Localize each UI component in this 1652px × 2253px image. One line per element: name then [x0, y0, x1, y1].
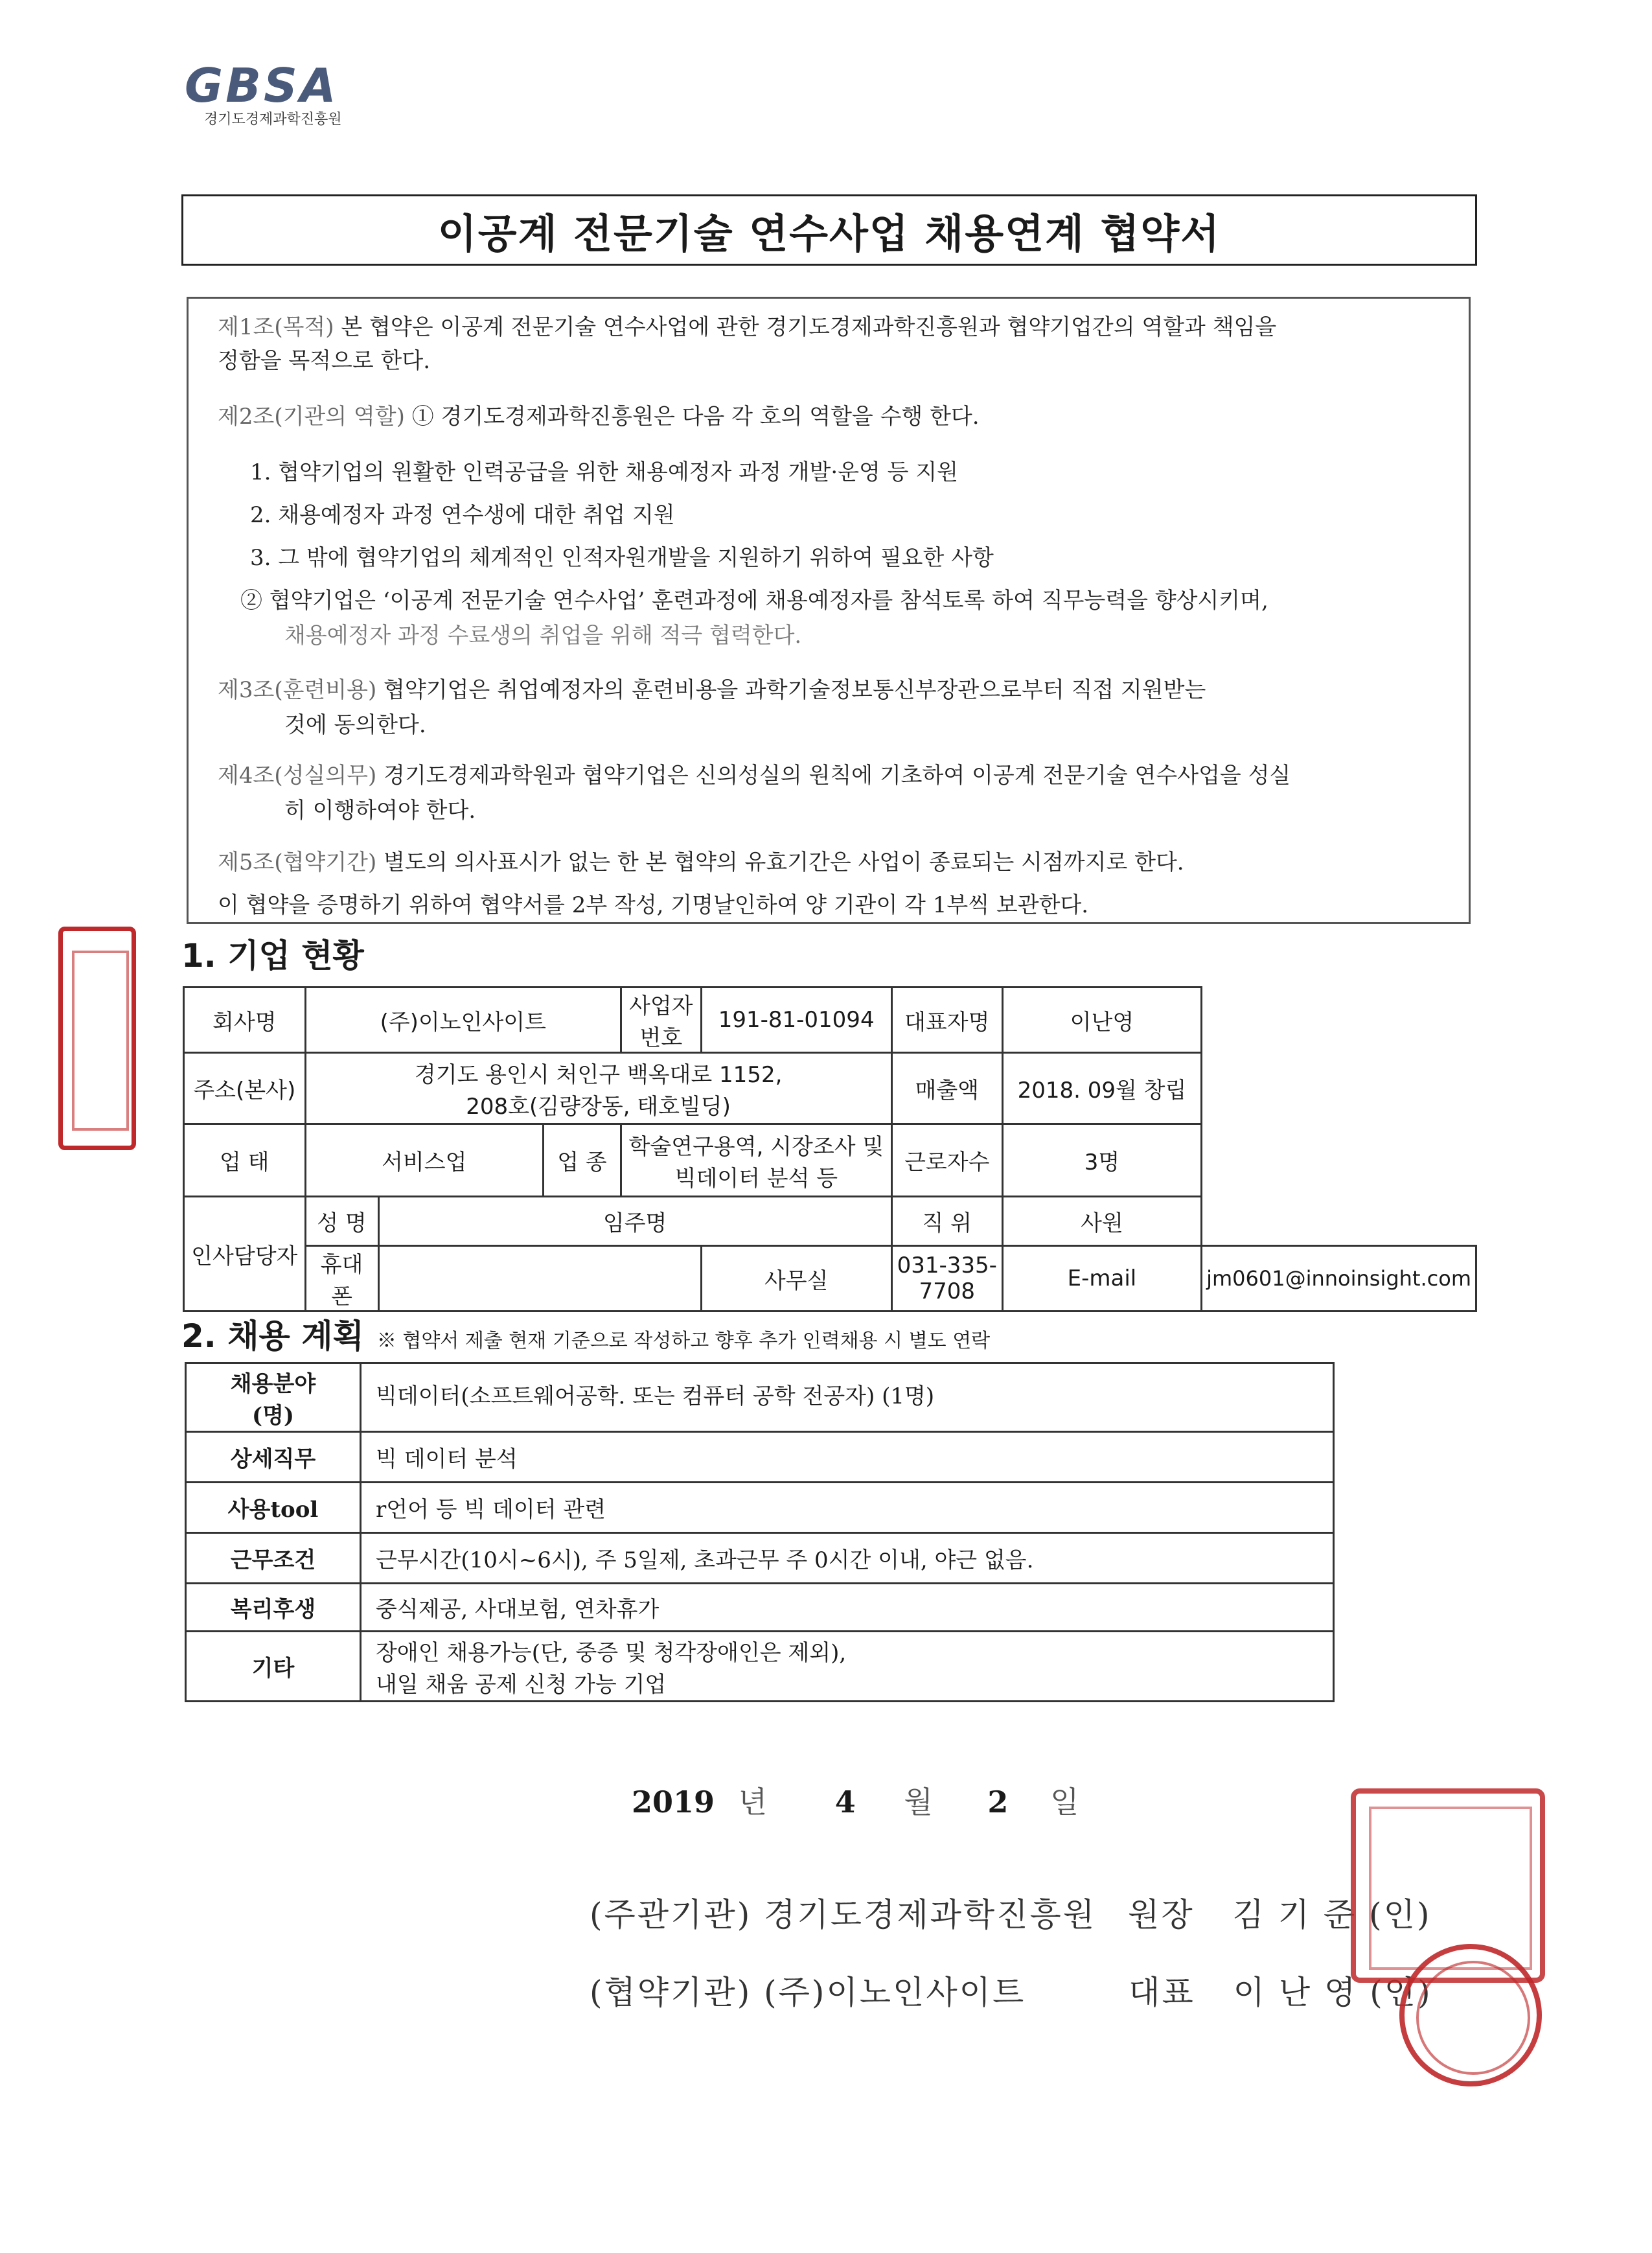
- biz-item-label: 업 종: [543, 1124, 621, 1197]
- hiring-field-label-line-1: 채용분야: [230, 1370, 316, 1397]
- work-conditions-value: 근무시간(10시~6시), 주 5일제, 초과근무 주 0시간 이내, 야근 없음.: [361, 1533, 1334, 1584]
- hiring-field-value: 빅데이터(소프트웨어공학. 또는 컴퓨터 공학 전공자) (1명): [361, 1363, 1334, 1432]
- hr-office-label: 사무실: [701, 1246, 891, 1311]
- biz-no-label: 사업자번호: [621, 988, 702, 1053]
- biz-type-value: 서비스업: [305, 1124, 543, 1197]
- date-year-unit: 년: [738, 1785, 768, 1820]
- biz-no-value: 191-81-01094: [701, 988, 891, 1053]
- hiring-field-label: [186, 1363, 361, 1432]
- article-3-text-cont: 것에 동의한다.: [284, 712, 426, 738]
- article-3-label: 제3조(훈련비용): [218, 677, 377, 703]
- employees-label: 근로자수: [891, 1124, 1002, 1197]
- section-2-heading: 2. 채용 계획: [181, 1317, 364, 1355]
- host-name: 김 기 준: [1232, 1896, 1357, 1934]
- logo-subtitle: 경기도경제과학진흥원: [204, 111, 342, 128]
- article-1-label: 제1조(목적): [218, 314, 334, 340]
- article-2-clause-2: ② 협약기업은 ‘이공계 전문기술 연수사업’ 훈련과정에 채용예정자를 참석토록 하여 직무능력을 향상시키며,: [240, 588, 1268, 614]
- host-signature-line: [590, 1889, 1431, 1935]
- work-conditions-label: 근무조건: [186, 1533, 361, 1584]
- job-detail-value: 빅 데이터 분석: [361, 1432, 1334, 1483]
- biz-item-line-2: 빅데이터 분석 등: [674, 1165, 838, 1192]
- hiring-plan-table: [185, 1362, 1335, 1702]
- article-2: [218, 399, 980, 430]
- article-2-label: 제2조(기관의 역할): [218, 404, 405, 430]
- etc-value: [361, 1632, 1334, 1702]
- host-title: 원장: [1128, 1896, 1195, 1934]
- article-3-text: 협약기업은 취업예정자의 훈련비용을 과학기술정보통신부장관으로부터 직접 지원받는: [376, 677, 1206, 703]
- etc-label: 기타: [186, 1632, 361, 1702]
- biz-item-line-1: 학술연구용역, 시장조사 및: [628, 1133, 884, 1160]
- revenue-label: 매출액: [891, 1053, 1002, 1124]
- section-2-heading-wrap: [181, 1310, 990, 1357]
- company-info-table: [183, 986, 1477, 1312]
- hr-name-value: 임주명: [378, 1197, 891, 1246]
- revenue-value: 2018. 09월 창립: [1002, 1053, 1201, 1124]
- biz-type-label: 업 태: [184, 1124, 306, 1197]
- hr-manager-label: 인사담당자: [184, 1197, 306, 1311]
- partner-role: (협약기관): [590, 1974, 752, 2011]
- article-2-text: ① 경기도경제과학진흥원은 다음 각 호의 역할을 수행 한다.: [404, 404, 980, 430]
- article-2-item-3: 3. 그 밖에 협약기업의 체계적인 인적자원개발을 지원하기 위하여 필요한 사항: [250, 545, 994, 571]
- section-1-heading: 1. 기업 현황: [181, 937, 364, 975]
- date-day-unit: 일: [1050, 1785, 1079, 1820]
- address-line-1: 경기도 용인시 처인구 백옥대로 1152,: [414, 1061, 783, 1088]
- article-5: [218, 844, 1184, 876]
- employees-value: 3명: [1002, 1124, 1201, 1197]
- closing-statement: 이 협약을 증명하기 위하여 협약서를 2부 작성, 기명날인하여 양 기관이 각 1부씩 보관한다.: [218, 892, 1089, 918]
- benefits-value: 중식제공, 사대보험, 연차휴가: [361, 1584, 1334, 1632]
- innoinsight-ceo-seal: [1399, 1944, 1542, 2086]
- section-2-note: ※ 협약서 제출 현재 기준으로 작성하고 향후 추가 인력채용 시 별도 연락: [376, 1330, 991, 1352]
- article-4-label: 제4조(성실의무): [218, 763, 377, 789]
- partner-name: 이 난 영: [1233, 1974, 1358, 2011]
- tools-label: 사용tool: [186, 1483, 361, 1533]
- host-role: (주관기관): [590, 1896, 752, 1934]
- etc-value-line-2: 내일 채움 공제 신청 가능 기업: [376, 1671, 667, 1698]
- address-value: [305, 1053, 891, 1124]
- partner-seal-mark: (인): [1370, 1974, 1432, 2011]
- hr-mobile-label: 휴대폰: [305, 1246, 378, 1311]
- article-5-label: 제5조(협약기간): [218, 849, 377, 875]
- gyeongjin-seal-left: [58, 927, 136, 1150]
- article-4-text: 경기도경제과학원과 협약기업은 신의성실의 원칙에 기초하여 이공계 전문기술 연수사업을 성실: [376, 763, 1291, 789]
- article-2-item-2: 2. 채용예정자 과정 연수생에 대한 취업 지원: [250, 502, 675, 528]
- article-2-clause-2-cont: 채용예정자 과정 수료생의 취업을 위해 적극 협력한다.: [284, 623, 802, 649]
- article-4: [218, 757, 1291, 789]
- hr-mobile-value: [378, 1246, 701, 1311]
- document-title-box: [181, 194, 1477, 266]
- articles-box: [187, 297, 1471, 924]
- date-month-unit: 월: [904, 1785, 933, 1820]
- hr-position-label: 직 위: [891, 1197, 1002, 1246]
- host-seal-mark: (인): [1369, 1896, 1432, 1934]
- ceo-value: 이난영: [1002, 988, 1201, 1053]
- date-day: 2: [987, 1785, 1009, 1820]
- benefits-label: 복리후생: [186, 1584, 361, 1632]
- address-label: 주소(본사): [184, 1053, 306, 1124]
- partner-org: (주)이노인사이트: [764, 1974, 1026, 2011]
- address-line-2: 208호(김량장동, 태호빌딩): [466, 1093, 731, 1120]
- hr-office-value: 031-335-7708: [891, 1246, 1002, 1311]
- hr-email-label: E-mail: [1002, 1246, 1201, 1311]
- partner-signature-line: [590, 1967, 1432, 2013]
- company-name-label: 회사명: [184, 988, 306, 1053]
- article-5-text: 별도의 의사표시가 없는 한 본 협약의 유효기간은 사업이 종료되는 시점까지로 한다.: [376, 849, 1184, 875]
- article-2-item-1: 1. 협약기업의 원활한 인력공급을 위한 채용예정자 과정 개발·운영 등 지원: [250, 459, 958, 485]
- company-name-value: (주)이노인사이트: [305, 988, 621, 1053]
- agreement-date: [632, 1779, 1079, 1821]
- etc-value-line-1: 장애인 채용가능(단, 중증 및 청각장애인은 제외),: [376, 1639, 847, 1666]
- hr-position-value: 사원: [1002, 1197, 1201, 1246]
- article-1-text-cont: 정함을 목적으로 한다.: [218, 348, 431, 374]
- date-month: 4: [834, 1785, 856, 1820]
- host-org: 경기도경제과학진흥원: [764, 1896, 1097, 1934]
- ceo-label: 대표자명: [891, 988, 1002, 1053]
- partner-title: 대표: [1129, 1974, 1195, 2011]
- biz-item-value: [621, 1124, 892, 1197]
- article-3: [218, 672, 1206, 704]
- hr-name-label: 성 명: [305, 1197, 378, 1246]
- job-detail-label: 상세직무: [186, 1432, 361, 1483]
- article-1: [218, 309, 1276, 341]
- gbsa-logo: [185, 60, 379, 131]
- document-title: 이공계 전문기술 연수사업 채용연계 협약서: [437, 209, 1221, 257]
- hr-email-value: jm0601@innoinsight.com: [1202, 1246, 1476, 1311]
- logo-mark: GBSA: [185, 58, 339, 113]
- date-year: 2019: [632, 1785, 715, 1820]
- tools-value: r언어 등 빅 데이터 관련: [361, 1483, 1334, 1533]
- article-4-text-cont: 히 이행하여야 한다.: [284, 798, 476, 824]
- hiring-field-label-line-2: (명): [251, 1402, 295, 1429]
- article-1-text: 본 협약은 이공계 전문기술 연수사업에 관한 경기도경제과학진흥원과 협약기업간의 역할과 책임을: [334, 314, 1277, 340]
